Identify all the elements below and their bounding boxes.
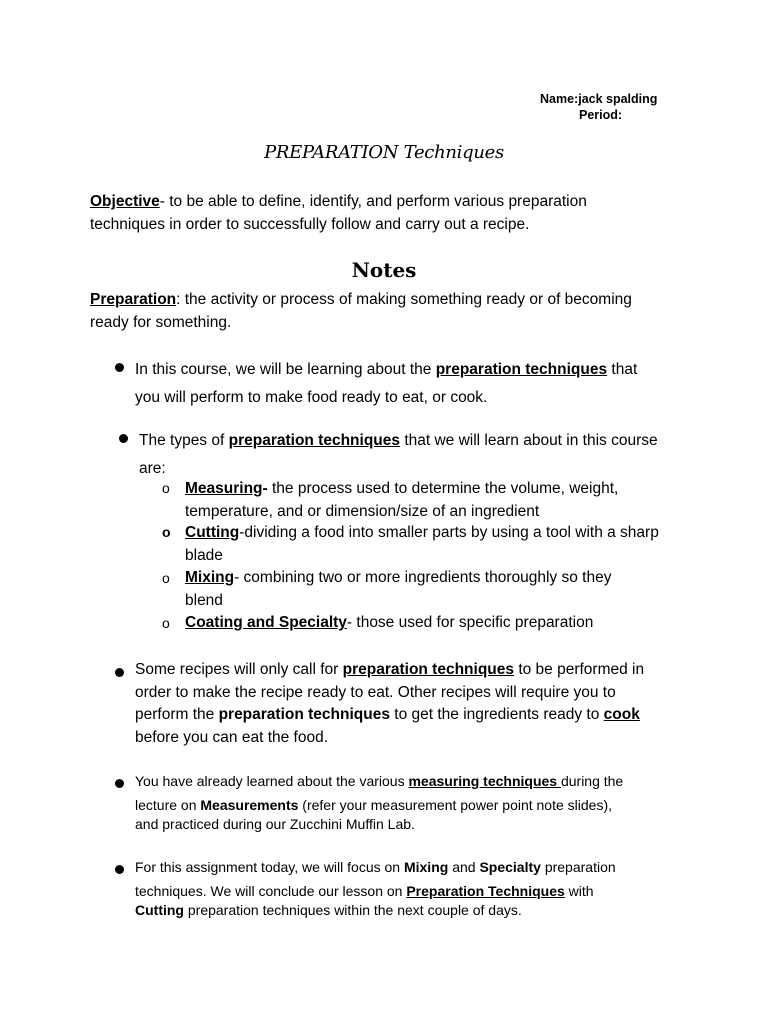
bullet-4-line-2 [135, 796, 735, 815]
sub-marker: o [162, 615, 170, 631]
sub-item-measuring [185, 478, 745, 523]
bullet-5-line-3-post: preparation techniques within the next couple of days. [183, 902, 522, 918]
bullet-1-text-post: that [607, 361, 638, 378]
bullet-3-bold: preparation techniques [218, 706, 390, 723]
sub-text: -dividing a food into smaller parts by using a tool with a sharp [239, 524, 659, 541]
bullet-5-text-post: preparation [540, 859, 616, 875]
sub-term: Mixing [185, 569, 235, 586]
bullet-5-mid: and [448, 859, 480, 875]
period-label: Period: [579, 108, 623, 122]
bullet-5 [135, 858, 735, 877]
definition-text-2: ready for something. [90, 313, 232, 331]
bullet-dot [115, 779, 124, 788]
bullet-3-text-post: to be performed in [514, 661, 645, 678]
bullet-5-line-2-pre: techniques. We will conclude our lesson on [135, 883, 407, 899]
bullet-2-line-2: are: [139, 460, 166, 477]
sub-text: - combining two or more ingredients thoroughly so they [234, 569, 612, 586]
bullet-5-line-2 [135, 882, 735, 901]
preparation-definition [90, 289, 730, 334]
sub-term: Measuring [185, 480, 263, 497]
bullet-4-text-post: during the [560, 773, 624, 789]
bullet-2 [139, 427, 739, 483]
bullet-dot [115, 865, 124, 874]
sub-term: Cutting [185, 524, 240, 541]
bullet-1-line-2: you will perform to make food ready to eat, or cook. [135, 389, 488, 406]
sub-item-cutting [185, 522, 755, 567]
bullet-5-line-3 [135, 901, 735, 920]
bullet-1-text: In this course, we will be learning about the [135, 361, 436, 378]
bullet-dot [119, 434, 128, 443]
bullet-4-line-2-post: (refer your measurement power point note slides), [298, 797, 613, 813]
sub-text-2: blade [185, 546, 223, 564]
bullet-5-link: Preparation Techniques [406, 883, 565, 899]
definition-text-1: : the activity or process of making something ready or of becoming [176, 291, 632, 308]
sub-text-2: blend [185, 591, 223, 609]
sub-text: the process used to determine the volume, weight, [267, 480, 619, 497]
name-line [540, 92, 657, 107]
objective-text-2: techniques in order to successfully follow and carry out a recipe. [90, 215, 530, 233]
bullet-4-line-2-pre: lecture on [135, 797, 201, 813]
definition-term: Preparation [90, 291, 177, 308]
bullet-4-text: You have already learned about the various [135, 773, 409, 789]
objective-text-1: - to be able to define, identify, and perform various preparation [159, 193, 587, 210]
objective-term: Objective [90, 193, 160, 210]
sub-dash: - [262, 480, 268, 497]
bullet-2-text-post: that we will learn about in this course [400, 432, 658, 449]
bullet-5-bold-specialty: Specialty [479, 859, 541, 875]
bullet-5-bold-mixing: Mixing [403, 859, 449, 875]
bullet-1 [135, 356, 735, 412]
bullet-3-line-4: before you can eat the food. [135, 728, 329, 746]
bullet-3-line-3: perform the [135, 706, 219, 723]
bullet-5-line-2-post: with [564, 883, 594, 899]
bullet-3-line-3-mid: to get the ingredients ready to [389, 706, 604, 723]
bullet-3-link: preparation techniques [342, 661, 515, 678]
bullet-1-link: preparation techniques [435, 361, 608, 378]
bullet-2-link: preparation techniques [228, 432, 401, 449]
bullet-4-line-3: and practiced during our Zucchini Muffin Lab. [135, 816, 415, 832]
bullet-3-line-2: order to make the recipe ready to eat. Other recipes will require you to [135, 683, 616, 701]
bullet-4-link: measuring techniques [408, 773, 561, 789]
sub-text-2: temperature, and or dimension/size of an ingredient [185, 502, 540, 520]
bullet-5-text: For this assignment today, we will focus on [135, 859, 404, 875]
bullet-4 [135, 772, 735, 791]
name-value: jack spalding [578, 92, 658, 106]
name-label: Name: [540, 92, 579, 106]
sub-marker: o [162, 480, 170, 496]
bullet-3-cook-link: cook [603, 706, 640, 723]
sub-item-coating [185, 612, 745, 635]
sub-marker: o [162, 524, 171, 540]
sub-marker: o [162, 570, 170, 586]
bullet-2-text: The types of [139, 432, 229, 449]
sub-text: - those used for specific preparation [346, 614, 594, 631]
bullet-5-bold-cutting: Cutting [135, 902, 184, 918]
notes-heading: Notes [351, 258, 417, 282]
bullet-3-text: Some recipes will only call for [135, 661, 343, 678]
bullet-dot [115, 668, 124, 677]
sub-item-mixing [185, 567, 745, 612]
sub-term: Coating and Specialty [185, 614, 347, 631]
page-title: PREPARATION Techniques [264, 142, 504, 163]
bullet-4-bold: Measurements [200, 797, 299, 813]
bullet-3 [135, 659, 735, 749]
objective [90, 191, 730, 236]
bullet-dot [115, 363, 124, 372]
